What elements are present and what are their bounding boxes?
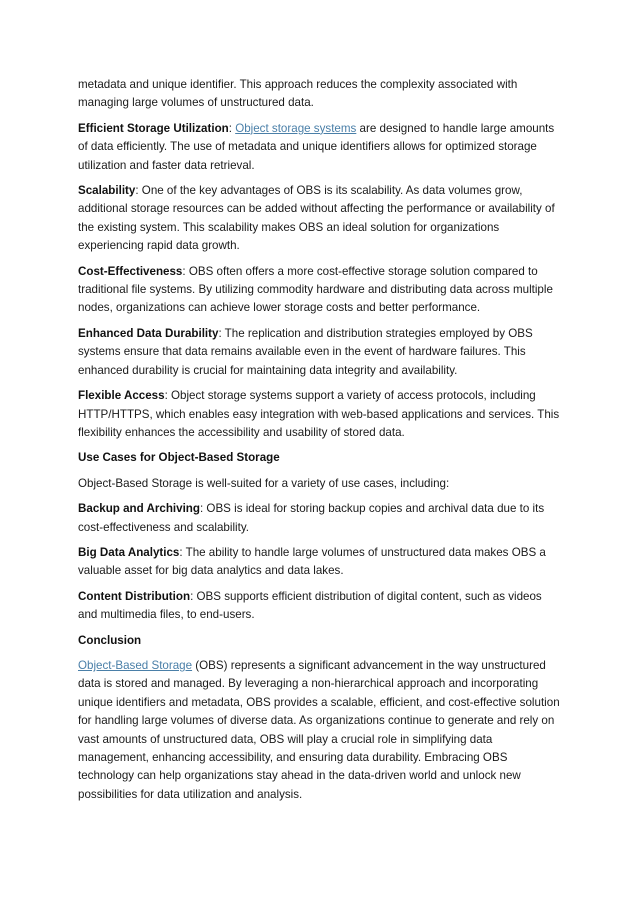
efficient-storage-lead: Efficient Storage Utilization <box>78 121 229 135</box>
object-based-storage-link[interactable]: Object-Based Storage <box>78 658 193 672</box>
big-data-paragraph <box>78 544 562 581</box>
durability-lead: Enhanced Data Durability <box>78 326 219 340</box>
flexible-access-lead: Flexible Access <box>78 389 165 403</box>
durability-text: : The replication and distribution strategies employed by OBS systems ensure that data remains available even in the event of hardware failures. This enhanced durability is crucial for maintaining data integrity and availability. <box>78 326 533 377</box>
flexible-access-text: : Object storage systems support a variety of access protocols, including HTTP/HTTPS, which enables easy integration with web-based applications and services. This flexibility enhances the accessibility and usability of stored data. <box>78 389 560 439</box>
big-data-text: : The ability to handle large volumes of unstructured data makes OBS a valuable asset for big data analytics and data lakes. <box>78 545 546 578</box>
backup-lead: Backup and Archiving <box>78 502 200 516</box>
efficient-storage-colon: : <box>228 121 236 135</box>
use-cases-heading: Use Cases for Object-Based Storage <box>78 451 280 465</box>
durability-paragraph <box>78 325 562 380</box>
flexible-access-paragraph <box>78 387 562 442</box>
backup-paragraph <box>78 500 562 537</box>
content-distribution-text: : OBS supports efficient distribution of digital content, such as videos and multimedia files, to end-users. <box>78 589 542 622</box>
intro-continuation-text: metadata and unique identifier. This approach reduces the complexity associated with managing large volumes of unstructured data. <box>78 78 518 110</box>
big-data-lead: Big Data Analytics <box>78 545 180 559</box>
conclusion-paragraph <box>78 657 562 804</box>
content-distribution-lead: Content Distribution <box>78 589 191 603</box>
use-cases-intro-text: Object-Based Storage is well-suited for a variety of use cases, including: <box>78 476 450 490</box>
cost-effectiveness-paragraph <box>78 263 562 318</box>
efficient-storage-text: are designed to handle large amounts of data efficiently. The use of metadata and unique identifiers allows for optimized storage utilization and faster data retrieval. <box>78 121 555 172</box>
backup-text: : OBS is ideal for storing backup copies and archival data due to its cost-effectiveness and scalability. <box>78 502 545 534</box>
cost-effectiveness-text: : OBS often offers a more cost-effective storage solution compared to traditional file systems. By utilizing commodity hardware and distributing data across multiple nodes, organizations can achieve lower storage costs and better performance. <box>78 264 553 315</box>
conclusion-heading: Conclusion <box>78 633 142 647</box>
document-body <box>78 76 562 811</box>
conclusion-text: (OBS) represents a significant advancement in the way unstructured data is stored and managed. By leveraging a non-hierarchical approach and incorporating unique identifiers and metadata, OBS provides a scalable, efficient, and cost-effective solution for handling large volumes of diverse data. As organizations continue to generate and rely on vast amounts of unstructured data, OBS will play a crucial role in simplifying data management, enhancing accessibility, and ensuring data durability. Embracing OBS technology can help organizations stay ahead in the data-driven world and unlock new possibilities for data utilization and analysis. <box>78 658 560 801</box>
scalability-text: : One of the key advantages of OBS is its scalability. As data volumes grow, additional storage resources can be added without affecting the performance or availability of the existing system. This scalability makes OBS an ideal solution for organizations experiencing rapid data growth. <box>78 184 555 253</box>
object-storage-systems-link[interactable]: Object storage systems <box>235 121 357 135</box>
use-cases-intro-paragraph <box>78 475 562 493</box>
intro-continuation-paragraph <box>78 76 562 113</box>
cost-effectiveness-lead: Cost-Effectiveness <box>78 264 183 278</box>
scalability-paragraph <box>78 182 562 256</box>
content-distribution-paragraph <box>78 588 562 625</box>
scalability-lead: Scalability <box>78 184 136 198</box>
efficient-storage-paragraph <box>78 120 562 175</box>
